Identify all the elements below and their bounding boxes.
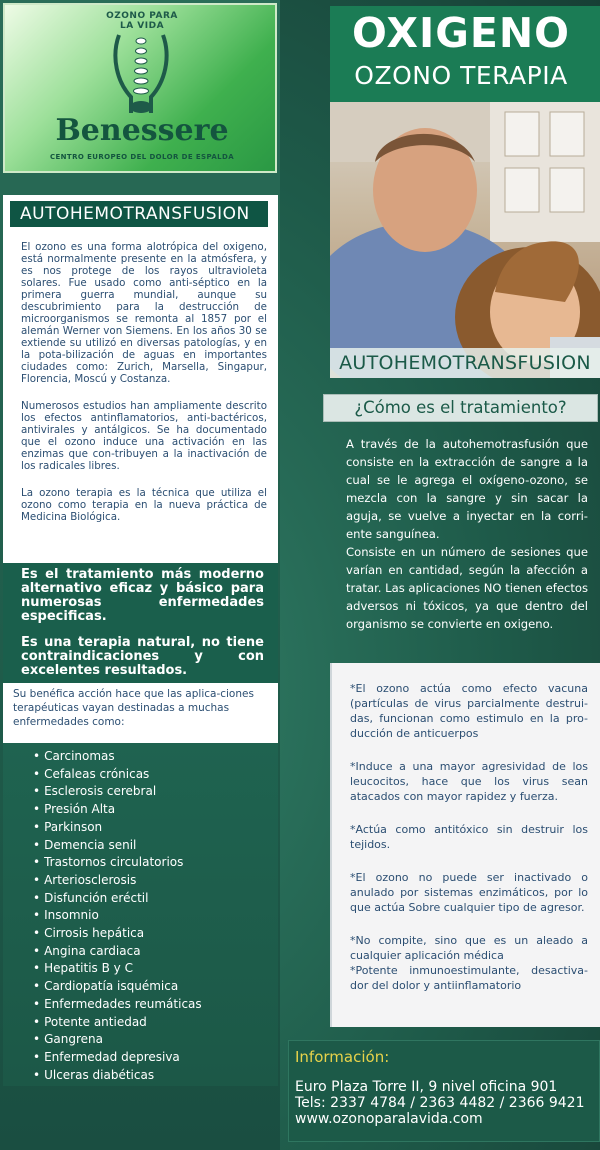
intro-section xyxy=(3,195,278,563)
list-item: • Parkinson xyxy=(33,819,278,837)
father-daughter-photo xyxy=(330,102,600,378)
effect-item: *El ozono actúa como efecto vacuna (partículas de virus parcialmente destrui-das, funcionan como estimulo en la pro-ducción de anticuerpos xyxy=(350,682,588,740)
list-item: • Carcinomas xyxy=(33,748,278,766)
effects-section xyxy=(330,663,600,1027)
list-item: • Enfermedades reumáticas xyxy=(33,996,278,1014)
treatment-description xyxy=(346,435,588,633)
effect-item: *El ozono no puede ser inactivado o anulado por sistemas enzimáticos, por lo que actúa Sobre cualquier tipo de agresor. xyxy=(350,871,588,914)
highlight-text: Es el tratamiento más moderno alternativo eficaz y básico para numerosas enfermedades especificas. xyxy=(21,567,264,624)
intro-paragraph: El ozono es una forma alotrópica del oxigeno, está normalmente presente en la atmósfera, y es nos protege de los rayos ultravioleta solares. Fue usado como anti-séptico en la primera guerra mundial, aunque su descubrimiento para la destrucción de microorganismos se remonta al 1857 por el alemán Werner von Siemens. En los años 30 se extiende su utilizó en diversas patologías, y en la pota-bilización de aguas en importantes ciudades como: Zurich, Marsella, Singapur, Florencia, Moscú y Costanza. xyxy=(21,241,267,385)
list-item: • Gangrena xyxy=(33,1031,278,1049)
treatment-paragraph: Consiste en un número de sesiones que varían en cantidad, según la afección a tratar. Las aplicaciones NO tienen efectos adversos ni tóxicos, ya que dentro del organismo se convierte en oxigeno. xyxy=(346,545,589,631)
section-title: AUTOHEMOTRANSFUSION xyxy=(10,201,268,227)
benessere-logo xyxy=(3,3,277,173)
intro-paragraph: Numerosos estudios han ampliamente descrito los efectos antinflamatorios, anti-bactéricos, antivirales y antálgicos. Se ha documentado que el ozono induce una activación en las enzimas que con-tribuyen a la inactivación de los radicales libres. xyxy=(21,400,267,472)
list-item: • Potente antiedad xyxy=(33,1014,278,1032)
highlights-section xyxy=(3,563,278,683)
effect-item: *Potente inmunoestimulante, desactiva-dor del dolor y antiinflamatorio xyxy=(350,964,588,992)
highlight-text: Es una terapia natural, no tiene contraindicaciones y con excelentes resultados. xyxy=(21,635,264,678)
list-item: • Arteriosclerosis xyxy=(33,872,278,890)
disease-list xyxy=(3,743,278,1086)
main-title-banner xyxy=(330,6,600,102)
logo-brand-name: Benessere xyxy=(55,113,229,148)
list-item: • Disfunción eréctil xyxy=(33,890,278,908)
effect-item: *No compite, sino que es un aleado a cualquier aplicación médica xyxy=(350,934,588,962)
list-item: • Cirrosis hepática xyxy=(33,925,278,943)
effect-item: *Actúa como antitóxico sin destruir los tejidos. xyxy=(350,823,588,851)
benefit-intro: Su benéfica acción hace que las aplica-ciones terapéuticas vayan destinadas a muchas enfermedades como: xyxy=(3,683,278,743)
list-item: • Trastornos circulatorios xyxy=(33,854,278,872)
photo-illustration xyxy=(330,102,600,378)
main-title: OXIGENO xyxy=(351,9,571,57)
list-item: • Insomnio xyxy=(33,907,278,925)
intro-text xyxy=(21,241,267,538)
address: Euro Plaza Torre II, 9 nivel oficina 901 xyxy=(295,1079,558,1095)
list-item: • Angina cardiaca xyxy=(33,943,278,961)
logo-arc-text: OZONO PARA LA VIDA xyxy=(106,11,178,31)
list-item: • Esclerosis cerebral xyxy=(33,783,278,801)
list-item: • Hepatitis B y C xyxy=(33,960,278,978)
list-item: • Ulceras diabéticas xyxy=(33,1067,278,1085)
list-item: • Enfermedad depresiva xyxy=(33,1049,278,1067)
contact-info xyxy=(288,1040,600,1142)
website-link[interactable]: www.ozonoparalavida.com xyxy=(295,1111,483,1127)
main-subtitle: OZONO TERAPIA xyxy=(354,61,568,90)
list-item: • Cardiopatía isquémica xyxy=(33,978,278,996)
photo-caption: AUTOHEMOTRANSFUSION xyxy=(330,348,600,378)
phone-numbers: Tels: 2337 4784 / 2363 4482 / 2366 9421 xyxy=(295,1095,585,1111)
info-title: Información: xyxy=(295,1048,390,1066)
question-heading: ¿Cómo es el tratamiento? xyxy=(323,394,598,422)
effect-item: *Induce a una mayor agresividad de los leucocitos, hace que los virus sean atacados con mayor rapidez y fuerza. xyxy=(350,760,588,803)
intro-paragraph: La ozono terapia es la técnica que utiliza el ozono como terapia en la nueva práctica de Medicina Biológica. xyxy=(21,487,267,523)
logo-subtitle: CENTRO EUROPEO DEL DOLOR DE ESPALDA xyxy=(49,153,235,161)
list-item: • Presión Alta xyxy=(33,801,278,819)
spine-figure-icon xyxy=(109,27,173,117)
list-item: • Demencia senil xyxy=(33,837,278,855)
list-item: • Cefaleas crónicas xyxy=(33,766,278,784)
treatment-paragraph: A través de la autohemotrasfusión que consiste en la extracción de sangre a la cual se le agrega el oxígeno-ozono, se mezcla con la sangre y sin sacar la aguja, se vuelve a inyectar en la corri-ente sanguínea. xyxy=(346,437,588,541)
